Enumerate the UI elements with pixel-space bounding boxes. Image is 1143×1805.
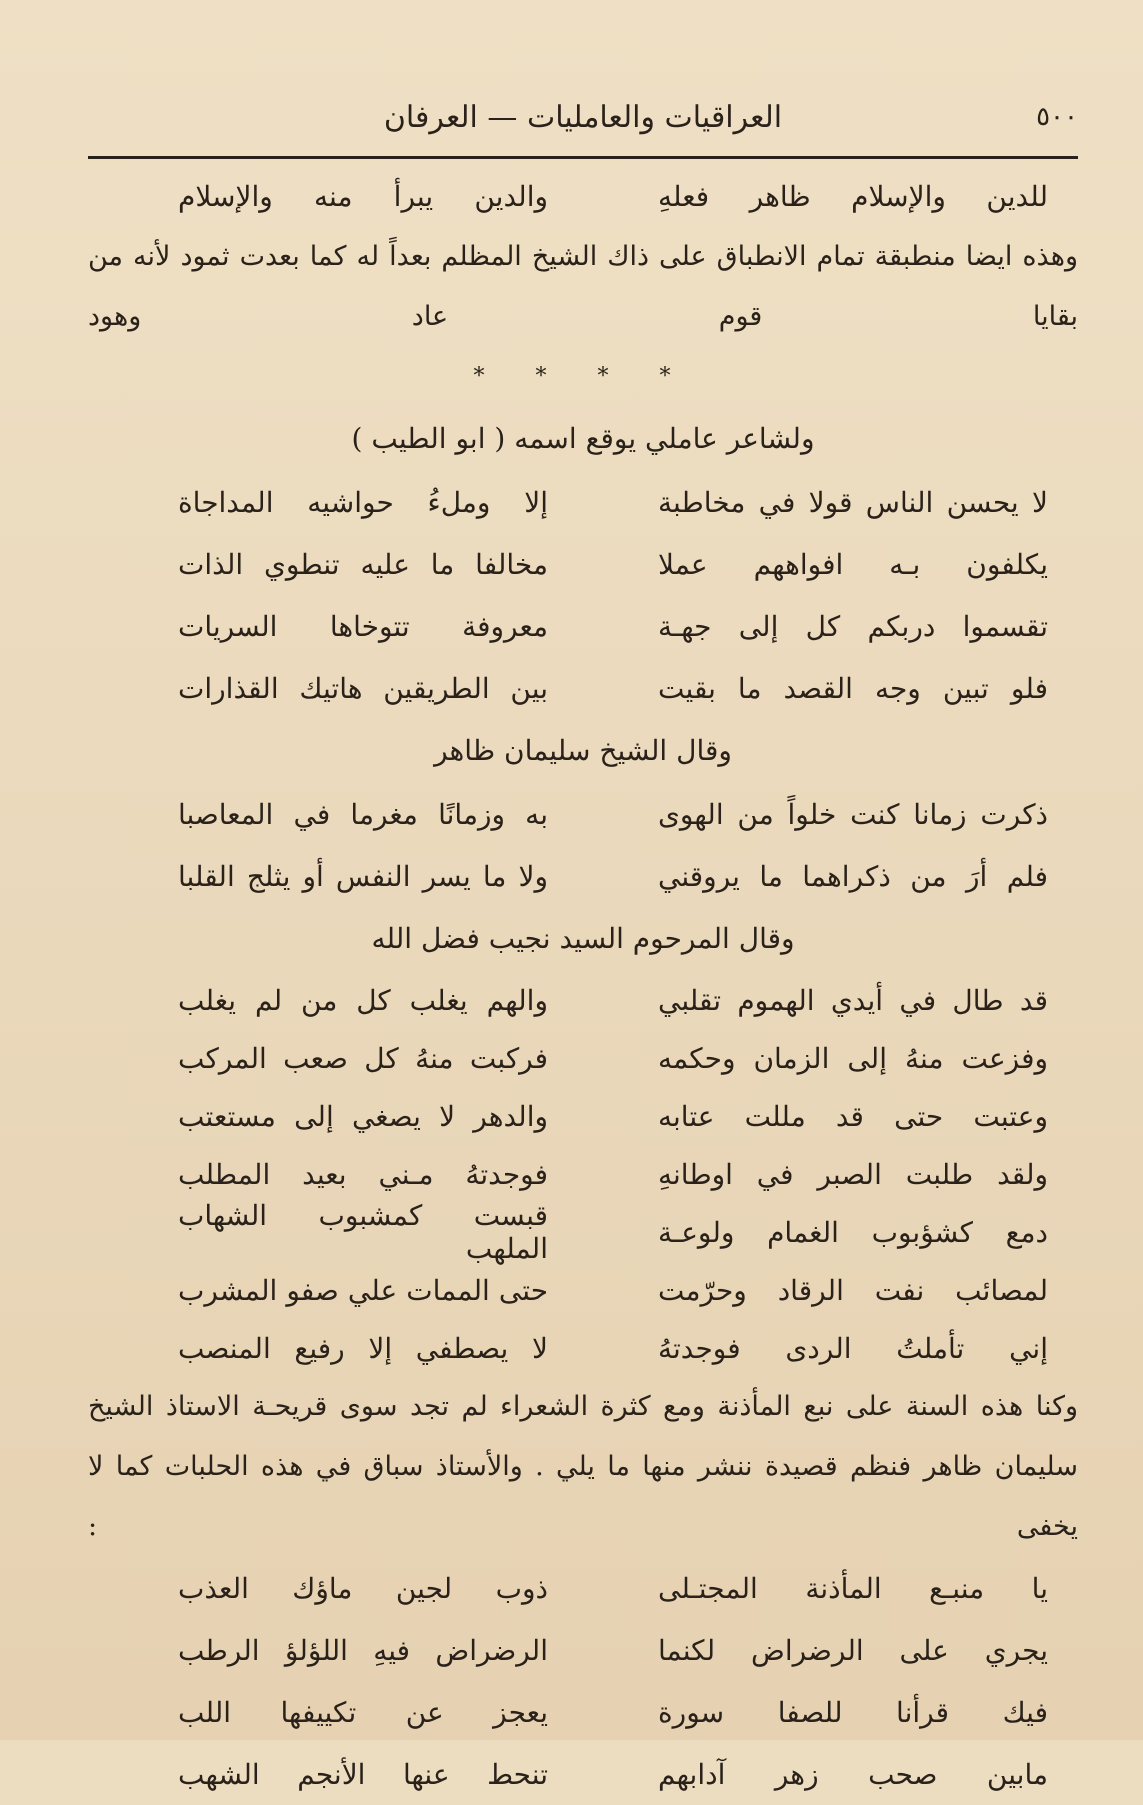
verse-second-hemistich: به وزمانًا مغرما في المعاصبا bbox=[178, 797, 548, 831]
verse-second-hemistich: بين الطريقين هاتيك القذارات bbox=[178, 671, 548, 705]
verse-line bbox=[88, 971, 1078, 1029]
verse-second-hemistich: لا يصطفي إلا رفيع المنصب bbox=[178, 1331, 548, 1365]
verse-second-hemistich: ولا ما يسر النفس أو يثلج القلبا bbox=[178, 859, 548, 893]
header-rule bbox=[88, 156, 1078, 159]
verse-line bbox=[88, 1619, 1078, 1681]
verse-line bbox=[88, 783, 1078, 845]
page-body bbox=[88, 165, 1078, 1805]
verse-first-hemistich: ولقد طلبت الصبر في اوطانهِ bbox=[658, 1157, 1048, 1191]
verse-first-hemistich: ذكرت زمانا كنت خلواً من الهوى bbox=[658, 797, 1048, 831]
verse-second-hemistich: مخالفا ما عليه تنطوي الذات bbox=[178, 547, 548, 581]
commentary-paragraph: وهذه ايضا منطبقة تمام الانطباق على ذاك الشيخ المظلم بعداً له كما بعدت ثمود لأنه من بقايا قوم عاد وهود bbox=[88, 241, 1078, 332]
verse-second-hemistich: والهم يغلب كل من لم يغلب bbox=[178, 983, 548, 1017]
verse-line bbox=[88, 165, 1078, 227]
verse-line bbox=[88, 657, 1078, 719]
verse-first-hemistich: قد طال في أيدي الهموم تقلبي bbox=[658, 983, 1048, 1017]
verse-line bbox=[88, 1261, 1078, 1319]
poem-intro: وقال الشيخ سليمان ظاهر bbox=[434, 734, 732, 767]
verse-first-hemistich: يا منبـع المأذنة المجتـلى bbox=[658, 1571, 1048, 1605]
verse-line bbox=[88, 595, 1078, 657]
verse-first-hemistich: للدين والإسلام ظاهر فعلهِ bbox=[658, 179, 1048, 213]
verse-second-hemistich: فوجدتهُ مـني بعيد المطلب bbox=[178, 1157, 548, 1191]
verse-second-hemistich: والدهر لا يصغي إلى مستعتب bbox=[178, 1099, 548, 1133]
running-title: العراقيات والعامليات — العرفان bbox=[383, 100, 783, 135]
poem-intro: ولشاعر عاملي يوقع اسمه ( ابو الطيب ) bbox=[351, 422, 815, 455]
verse-line bbox=[88, 1029, 1078, 1087]
commentary-line: سليمان ظاهر فنظم قصيدة ننشر منها ما يلي . والأستاذ سباق في هذه الحلبات كما لا يخفى : bbox=[88, 1451, 1078, 1542]
verse-first-hemistich: فلم أرَ من ذكراهما ما يروقني bbox=[658, 859, 1048, 893]
verse-first-hemistich: دمع كشؤبوب الغمام ولوعـة bbox=[658, 1215, 1048, 1249]
verse-first-hemistich: يجري على الرضراض لكنما bbox=[658, 1633, 1048, 1667]
verse-second-hemistich: يعجز عن تكييفها اللب bbox=[178, 1695, 548, 1729]
verse-first-hemistich: يكلفون بـه افواههم عملا bbox=[658, 547, 1048, 581]
page-number: ٥٠٠ bbox=[1036, 102, 1078, 132]
verse-second-hemistich: ذوب لجين ماؤك العذب bbox=[178, 1571, 548, 1605]
section-separator: * * * * bbox=[473, 364, 693, 389]
verse-second-hemistich: تنحط عنها الأنجم الشهب bbox=[178, 1757, 548, 1791]
verse-line bbox=[88, 845, 1078, 907]
verse-first-hemistich: لا يحسن الناس قولا في مخاطبة bbox=[658, 485, 1048, 519]
verse-line bbox=[88, 1087, 1078, 1145]
verse-first-hemistich: وعتبت حتى قد مللت عتابه bbox=[658, 1099, 1048, 1133]
verse-second-hemistich: حتى الممات علي صفو المشرب bbox=[178, 1273, 548, 1307]
verse-second-hemistich: فركبت منهُ كل صعب المركب bbox=[178, 1041, 548, 1075]
verse-line bbox=[88, 533, 1078, 595]
verse-line bbox=[88, 1319, 1078, 1377]
verse-first-hemistich: تقسموا دربكم كل إلى جهـة bbox=[658, 609, 1048, 643]
verse-second-hemistich: معروفة تتوخاها السريات bbox=[178, 609, 548, 643]
verse-second-hemistich: قبست كمشبوب الشهاب الملهب bbox=[178, 1199, 548, 1265]
page-header bbox=[88, 96, 1078, 146]
verse-second-hemistich: الرضراض فيهِ اللؤلؤ الرطب bbox=[178, 1633, 548, 1667]
commentary-line: وكنا هذه السنة على نبع المأذنة ومع كثرة الشعراء لم تجد سوى قريحـة الاستاذ الشيخ bbox=[88, 1391, 1078, 1422]
verse-first-hemistich: لمصائب نفت الرقاد وحرّمت bbox=[658, 1273, 1048, 1307]
verse-second-hemistich: إلا وملءُ حواشيه المداجاة bbox=[178, 485, 548, 519]
poem-intro: وقال المرحوم السيد نجيب فضل الله bbox=[371, 922, 795, 955]
verse-first-hemistich: فلو تبين وجه القصد ما بقيت bbox=[658, 671, 1048, 705]
verse-line bbox=[88, 1199, 1078, 1265]
verse-first-hemistich: إني تأملتُ الردى فوجدتهُ bbox=[658, 1331, 1048, 1365]
verse-line bbox=[88, 1145, 1078, 1203]
verse-line bbox=[88, 1743, 1078, 1805]
verse-line bbox=[88, 471, 1078, 533]
verse-first-hemistich: وفزعت منهُ إلى الزمان وحكمه bbox=[658, 1041, 1048, 1075]
verse-line bbox=[88, 1681, 1078, 1743]
verse-first-hemistich: فيك قرأنا للصفا سورة bbox=[658, 1695, 1048, 1729]
verse-line bbox=[88, 1557, 1078, 1619]
verse-second-hemistich: والدين يبرأ منه والإسلام bbox=[178, 179, 548, 213]
verse-first-hemistich: مابين صحب زهر آدابهم bbox=[658, 1757, 1048, 1791]
